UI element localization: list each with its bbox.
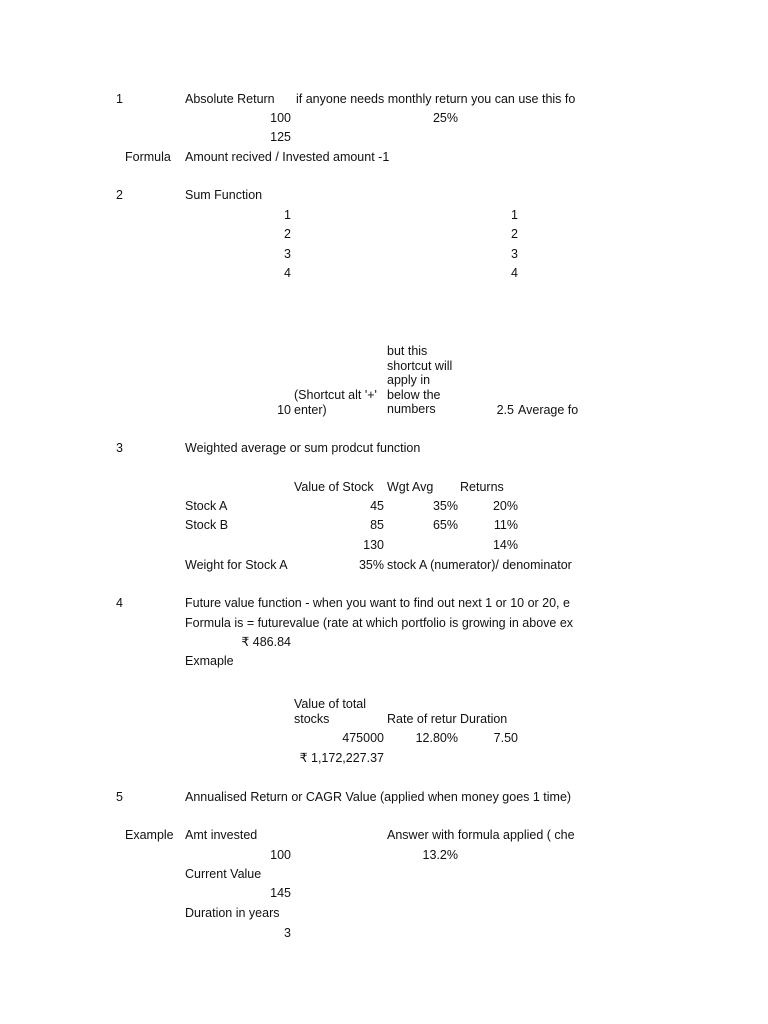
- row-label: Duration in years: [185, 906, 280, 920]
- column-header: Rate of retur: [387, 712, 457, 726]
- section-number: 2: [116, 188, 123, 202]
- row-label: Amt invested: [185, 828, 258, 842]
- cell-value: 4: [511, 266, 518, 280]
- formula-label: Formula: [125, 150, 171, 164]
- row-label: Weight for Stock A: [185, 558, 288, 572]
- cell-percent: 25%: [432, 111, 458, 125]
- cell-value: 7.50: [493, 731, 518, 745]
- sum-value: 10: [277, 403, 291, 417]
- shortcut-note: but this shortcut will apply in below the numbers: [387, 344, 453, 416]
- column-header: Duration: [460, 712, 508, 726]
- cell-value: 475000: [342, 731, 384, 745]
- cell-value: 2: [511, 227, 518, 241]
- cell-total: 130: [363, 538, 384, 552]
- section-title: Future value function - when you want to find out next 1 or 10 or 20, e: [185, 596, 570, 610]
- shortcut-hint: (Shortcut alt '+' enter): [294, 388, 377, 417]
- cell-percent: 11%: [493, 518, 518, 532]
- cell-value: 45: [370, 499, 384, 513]
- cell-percent: 35%: [432, 499, 458, 513]
- section-number: 1: [116, 92, 123, 106]
- column-header: Value of Stock: [294, 480, 374, 494]
- row-label: Stock A: [185, 499, 228, 513]
- cell-percent: 20%: [492, 499, 518, 513]
- cell-value: 1: [511, 208, 518, 222]
- row-label: Stock B: [185, 518, 229, 532]
- cell-value: 3: [284, 926, 291, 940]
- weight-note: stock A (numerator)/ denominator: [387, 558, 572, 572]
- average-value: 2.5: [496, 403, 514, 417]
- column-header: Wgt Avg: [387, 480, 434, 494]
- answer-label: Answer with formula applied ( che: [387, 828, 575, 842]
- section-title: Sum Function: [185, 188, 263, 202]
- cell-value: 125: [270, 130, 291, 144]
- section-number: 5: [116, 790, 123, 804]
- average-label: Average fo: [518, 403, 579, 417]
- section-title: Annualised Return or CAGR Value (applied when money goes 1 time): [185, 790, 572, 804]
- cell-value: 3: [284, 247, 291, 261]
- cell-value: 145: [270, 886, 291, 900]
- future-value: ₹ 1,172,227.37: [299, 751, 384, 765]
- column-header: Value of total stocks: [294, 697, 367, 726]
- cell-value: 3: [511, 247, 518, 261]
- column-header: Returns: [460, 480, 504, 494]
- formula-text: Amount recived / Invested amount -1: [185, 150, 390, 164]
- cell-percent: 12.80%: [415, 731, 458, 745]
- cell-value: 100: [270, 848, 291, 862]
- cell-value: 85: [370, 518, 384, 532]
- example-label: Exmaple: [185, 654, 234, 668]
- example-label: Example: [125, 828, 174, 842]
- section-number: 4: [116, 596, 123, 610]
- cell-percent: 65%: [432, 518, 458, 532]
- cell-value: 100: [270, 111, 291, 125]
- section-title: Weighted average or sum prodcut function: [185, 441, 421, 455]
- cell-percent: 35%: [358, 558, 384, 572]
- formula-text: Formula is = futurevalue (rate at which portfolio is growing in above ex: [185, 616, 574, 630]
- section-note: if anyone needs monthly return you can use this fo: [296, 92, 576, 106]
- cell-value: 2: [284, 227, 291, 241]
- cell-value: 1: [284, 208, 291, 222]
- section-number: 3: [116, 441, 123, 455]
- section-title: Absolute Return: [185, 92, 275, 106]
- cell-value: 4: [284, 266, 291, 280]
- row-label: Current Value: [185, 867, 262, 881]
- future-value: ₹ 486.84: [241, 635, 291, 649]
- cell-percent: 14%: [492, 538, 518, 552]
- cell-percent: 13.2%: [422, 848, 458, 862]
